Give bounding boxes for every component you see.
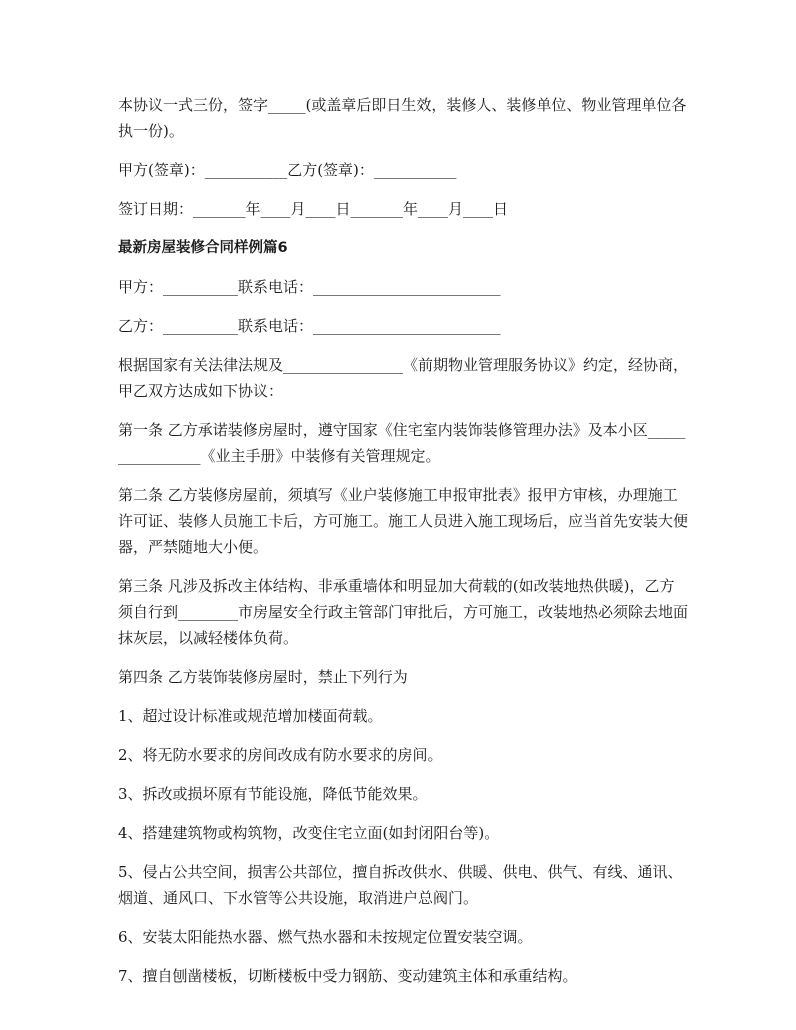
paragraph-party-a: 甲方：__________联系电话：_________________________: [118, 278, 501, 296]
list-item-2: 2、将无防水要求的房间改成有防水要求的房间。: [118, 746, 443, 764]
paragraph-preamble: 根据国家有关法律法规及________________《前期物业管理服务协议》约定，经协商，甲乙双方达成如下协议：: [118, 356, 689, 400]
list-item-7: 7、擅自刨凿楼板，切断楼板中受力钢筋、变动建筑主体和承重结构。: [118, 967, 578, 985]
paragraph-signature-line: 甲方(签章)：___________乙方(签章)：___________: [118, 161, 457, 179]
paragraph-article-1: 第一条 乙方承诺装修房屋时，遵守国家《住宅室内装饰装修管理办法》及本小区________________《业主手册》中装修有关管理规定。: [118, 421, 686, 465]
list-item-3: 3、拆改或损坏原有节能设施，降低节能效果。: [118, 785, 428, 803]
paragraph-party-b: 乙方：__________联系电话：_________________________: [118, 317, 501, 335]
paragraph-article-4: 第四条 乙方装饰装修房屋时，禁止下列行为: [118, 668, 408, 686]
list-item-6: 6、安装太阳能热水器、燃气热水器和未按规定位置安装空调。: [118, 928, 533, 946]
list-item-5: 5、侵占公共空间，损害公共部位，擅自拆改供水、供暖、供电、供气、有线、通讯、烟道、通风口、下水管等公共设施，取消进户总阀门。: [118, 863, 683, 907]
paragraph-article-2: 第二条 乙方装修房屋前，须填写《业户装修施工申报审批表》报甲方审核，办理施工许可证、装修人员施工卡后，方可施工。施工人员进入施工现场后，应当首先安装大便器，严禁随地大小便。: [118, 486, 689, 556]
section-heading: 最新房屋装修合同样例篇6: [118, 240, 288, 256]
paragraph-signing-date: 签订日期：_______年____月____日_______年____月____日: [118, 200, 509, 218]
list-item-4: 4、搭建建筑物或构筑物，改变住宅立面(如封闭阳台等)。: [118, 824, 500, 842]
paragraph-article-3: 第三条 凡涉及拆改主体结构、非承重墙体和明显加大荷载的(如改装地热供暖)，乙方须自行到________市房屋安全行政主管部门审批后，方可施工，改装地热必须除去地面抹灰层，以减轻楼体负荷。: [118, 577, 689, 647]
list-item-1: 1、超过设计标准或规范增加楼面荷载。: [118, 707, 383, 725]
paragraph-copies-clause: 本协议一式三份，签字_____(或盖章后即日生效，装修人、装修单位、物业管理单位各执一份)。: [118, 96, 687, 140]
document-page: [118, 92, 688, 1002]
